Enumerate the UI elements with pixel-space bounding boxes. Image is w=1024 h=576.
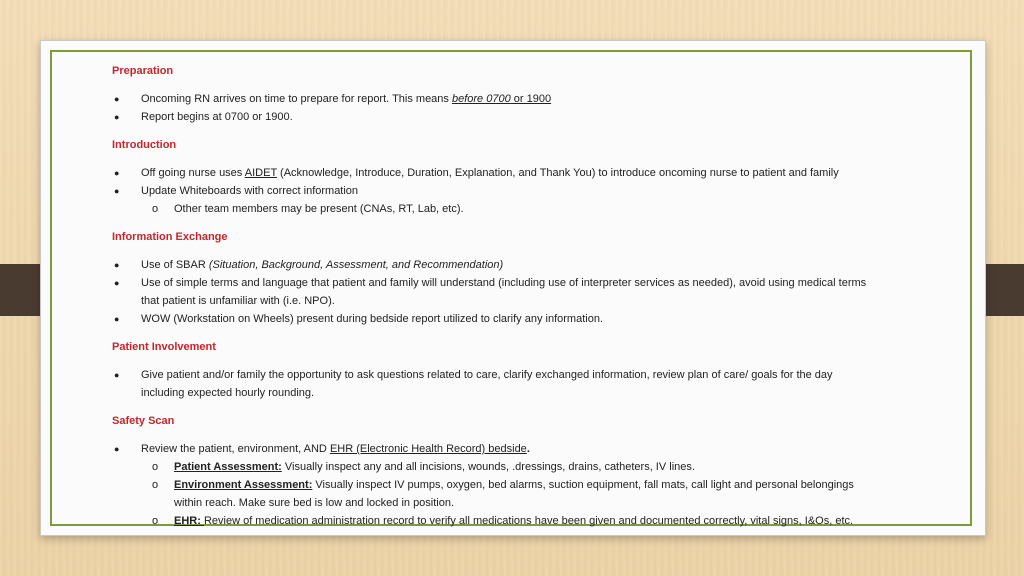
sub-list-item: o Environment Assessment: Visually inspect IV pumps, oxygen, bed alarms, suction equipment, fall mats, call light and personal belongings <box>112 476 972 494</box>
heading-information-exchange: Information Exchange <box>112 231 228 243</box>
sub-list-item: o EHR: Review of medication administration record to verify all medications have been given and documented correctly, vital signs, I&Os, etc. <box>112 512 972 530</box>
list-item: ● Update Whiteboards with correct information <box>112 182 972 200</box>
list-item: ● Give patient and/or family the opportunity to ask questions related to care, clarify exchanged information, review plan of care/ goals for the day <box>112 366 972 384</box>
bullet-icon: ● <box>114 260 120 270</box>
sub-bullet-icon: o <box>152 515 159 527</box>
bullet-icon: ● <box>114 370 120 380</box>
slide-border <box>50 50 972 526</box>
list-item: ● WOW (Workstation on Wheels) present during bedside report utilized to clarify any information. <box>112 310 972 328</box>
list-item: ● Off going nurse uses AIDET (Acknowledge, Introduce, Duration, Explanation, and Thank You) to introduce oncoming nurse to patient and family <box>112 164 972 182</box>
bullet-icon: ● <box>114 278 120 288</box>
bullet-icon: ● <box>114 314 120 324</box>
heading-introduction: Introduction <box>112 139 177 151</box>
slide-content <box>112 62 972 530</box>
sub-bullet-icon: o <box>152 461 159 473</box>
heading-patient-involvement: Patient Involvement <box>112 341 216 353</box>
ehr-link[interactable]: EHR (Electronic Health Record) bedside <box>329 443 527 455</box>
sub-bullet-icon: o <box>152 203 159 215</box>
sub-list-item: o Other team members may be present (CNAs, RT, Lab, etc). <box>112 200 972 218</box>
sub-bullet-icon: o <box>152 479 159 491</box>
heading-safety-scan: Safety Scan <box>112 415 175 427</box>
slide-card <box>40 40 986 536</box>
heading-preparation: Preparation <box>112 65 174 77</box>
aidet-link[interactable]: AIDET <box>244 167 277 179</box>
list-item-continuation: that patient is unfamiliar with (i.e. NPO). <box>141 295 335 307</box>
bullet-icon: ● <box>114 168 120 178</box>
bullet-icon: ● <box>114 186 120 196</box>
sub-list-item-continuation: within reach. Make sure bed is low and locked in position. <box>174 497 455 509</box>
bullet-icon: ● <box>114 444 120 454</box>
list-item: ● Report begins at 0700 or 1900. <box>112 108 972 126</box>
list-item-continuation: including expected hourly rounding. <box>141 387 315 399</box>
bullet-icon: ● <box>114 94 120 104</box>
bullet-icon: ● <box>114 112 120 122</box>
list-item: ● Use of simple terms and language that patient and family will understand (including use of interpreter services as needed), avoid using medical terms <box>112 274 972 292</box>
list-item: ● Review the patient, environment, AND EHR (Electronic Health Record) bedside. <box>112 440 972 458</box>
sub-list-item: o Patient Assessment: Visually inspect any and all incisions, wounds, .dressings, drains, catheters, IV lines. <box>112 458 972 476</box>
list-item: ● Oncoming RN arrives on time to prepare for report. This means before 0700 or 1900 <box>112 90 972 108</box>
list-item: ● Use of SBAR (Situation, Background, Assessment, and Recommendation) <box>112 256 972 274</box>
